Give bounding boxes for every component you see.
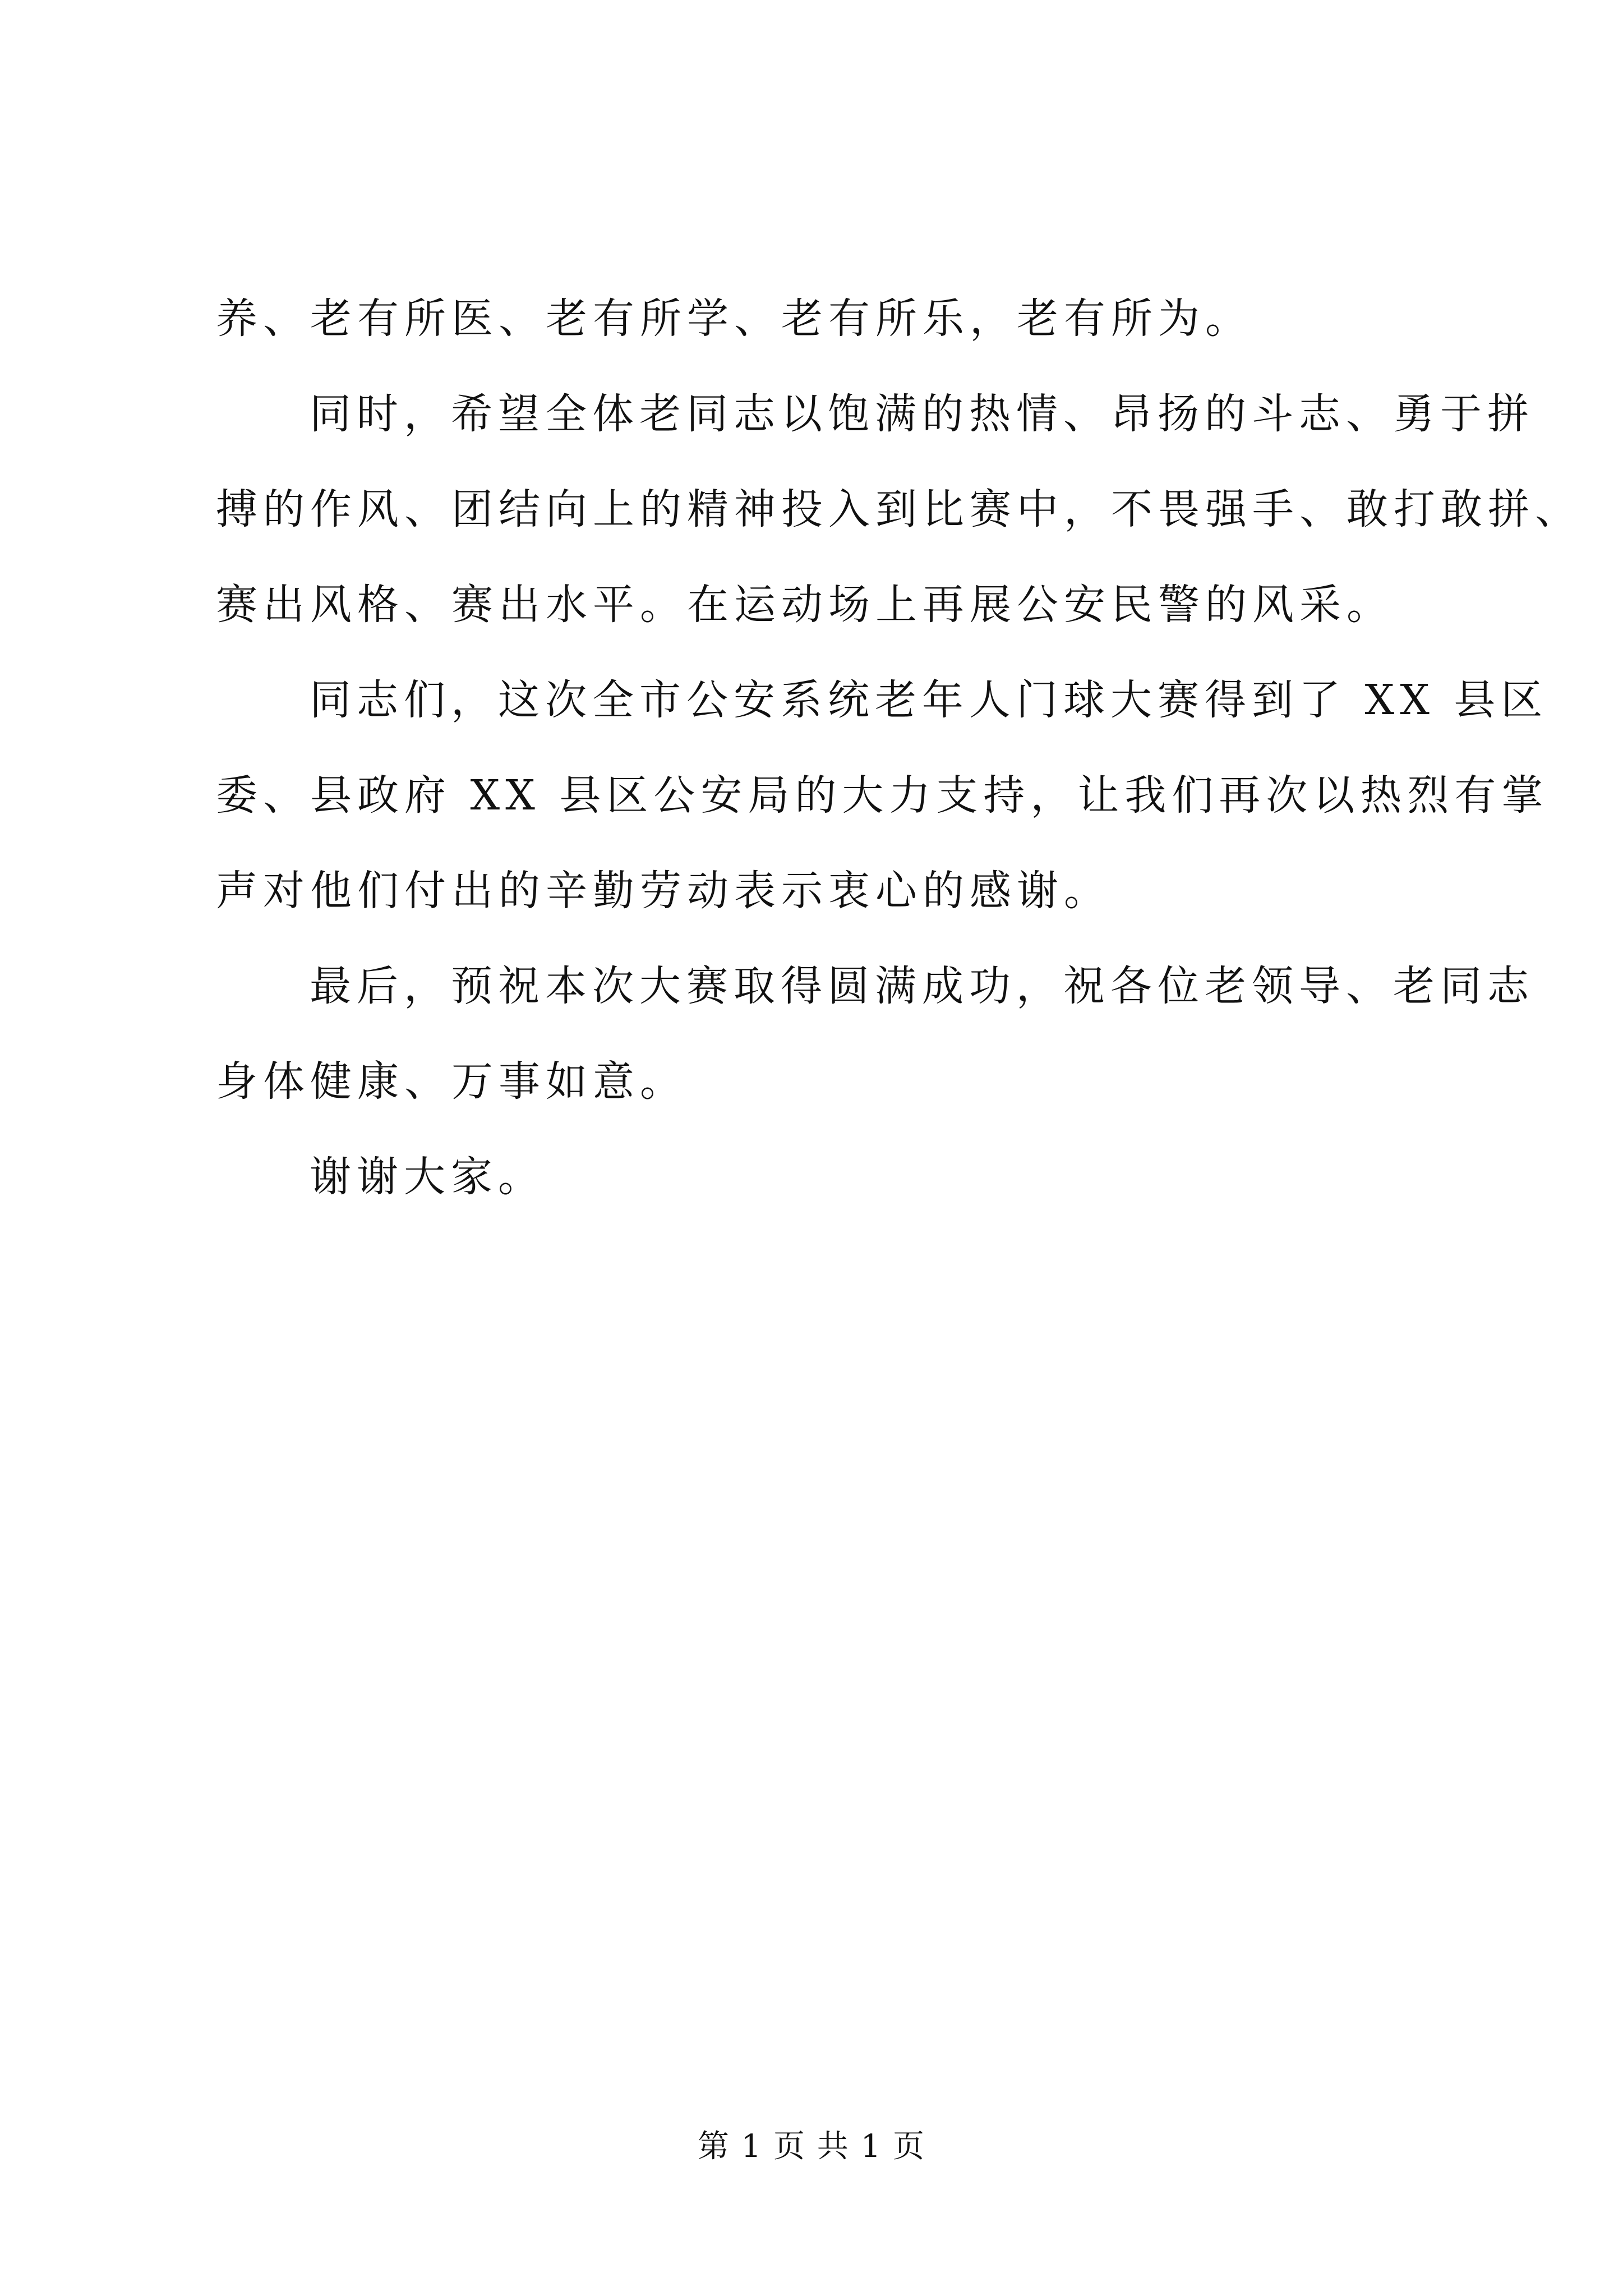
text-line: 同志们，这次全市公安系统老年人门球大赛得到了 XX 县区: [310, 676, 1548, 724]
text-line: 搏的作风、团结向上的精神投入到比赛中，不畏强手、敢打敢拼、: [216, 485, 1582, 533]
text-line: 赛出风格、赛出水平。在运动场上再展公安民警的风采。: [216, 581, 1394, 629]
text-line: 谢谢大家。: [310, 1153, 545, 1201]
text-line: 同时，希望全体老同志以饱满的热情、昂扬的斗志、勇于拼: [310, 390, 1534, 438]
text-line: 委、县政府 XX 县区公安局的大力支持，让我们再次以热烈有掌: [216, 771, 1549, 820]
text-line: 最后，预祝本次大赛取得圆满成功，祝各位老领导、老同志: [310, 962, 1534, 1010]
text-line: 养、老有所医、老有所学、老有所乐，老有所为。: [216, 295, 1252, 343]
text-line: 声对他们付出的辛勤劳动表示衷心的感谢。: [216, 867, 1111, 915]
page-footer: 第 1 页 共 1 页: [697, 2128, 926, 2165]
text-line: 身体健康、万事如意。: [216, 1057, 687, 1106]
